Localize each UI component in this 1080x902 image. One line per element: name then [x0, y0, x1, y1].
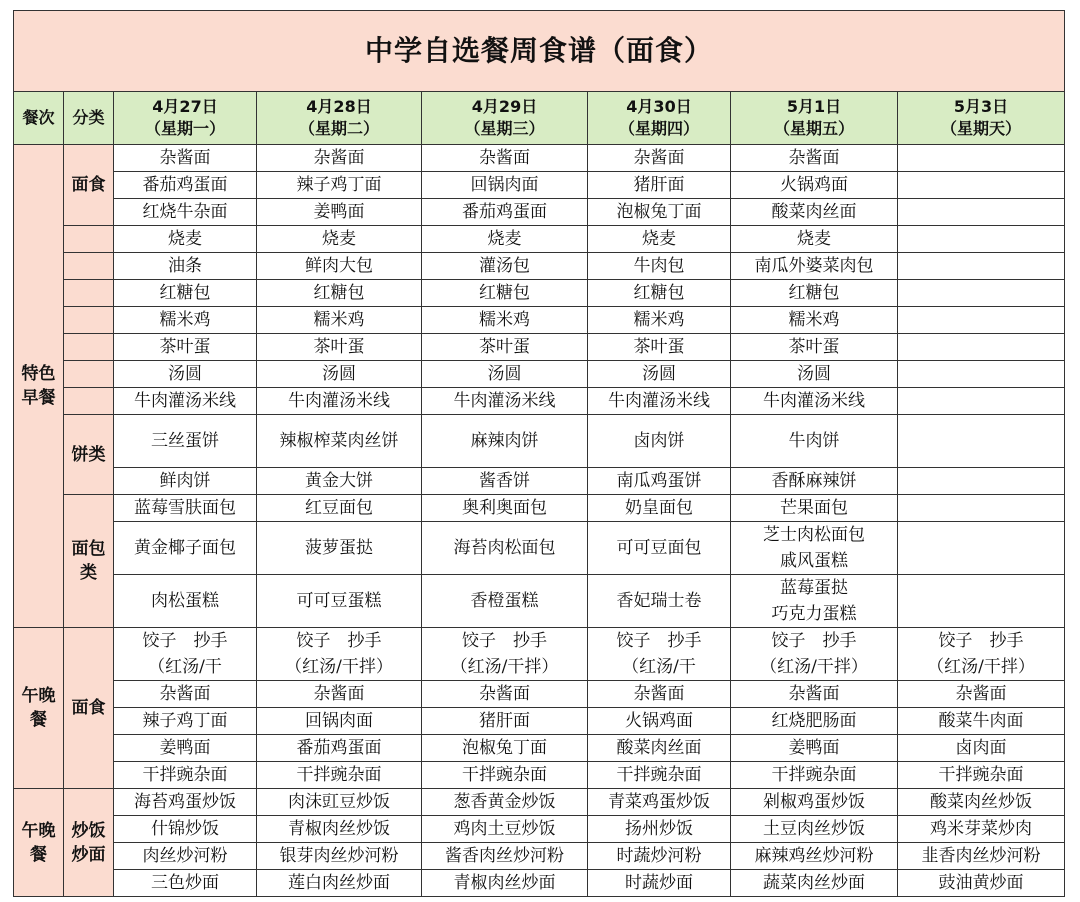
menu-item: 姜鸭面 [257, 199, 422, 226]
menu-item: 姜鸭面 [114, 735, 257, 762]
menu-item: 三色炒面 [114, 870, 257, 897]
menu-item-line: 芝士肉松面包 [763, 525, 865, 545]
category-noodles: 面食 [64, 628, 114, 789]
menu-item: 糯米鸡 [114, 307, 257, 334]
menu-item: 回锅肉面 [257, 708, 422, 735]
day-weekday: （星期三） [464, 119, 545, 138]
menu-item: 麻辣肉饼 [422, 415, 588, 468]
menu-item-line: （红汤/干拌） [927, 657, 1035, 677]
menu-item: 泡椒兔丁面 [422, 735, 588, 762]
category-empty [64, 388, 114, 415]
category-noodles: 面食 [64, 145, 114, 226]
menu-item: 蓝莓雪肤面包 [114, 495, 257, 522]
category-empty [64, 226, 114, 253]
menu-item: 扬州炒饭 [588, 816, 731, 843]
menu-item: 麻辣鸡丝炒河粉 [731, 843, 898, 870]
menu-item: 南瓜外婆菜肉包 [731, 253, 898, 280]
menu-item [898, 388, 1065, 415]
menu-item-line: （红汤/干拌） [760, 657, 868, 677]
menu-item: 杂酱面 [422, 145, 588, 172]
menu-item: 蔬菜肉丝炒面 [731, 870, 898, 897]
menu-item: 鲜肉大包 [257, 253, 422, 280]
menu-item: 卤肉面 [898, 735, 1065, 762]
day-weekday: （星期一） [144, 119, 225, 138]
menu-item: 杂酱面 [114, 145, 257, 172]
menu-item-line: 蓝莓蛋挞 [780, 578, 848, 598]
menu-item [898, 280, 1065, 307]
menu-item: 番茄鸡蛋面 [114, 172, 257, 199]
menu-item: 青椒肉丝炒面 [422, 870, 588, 897]
menu-item: 猪肝面 [588, 172, 731, 199]
menu-item: 三丝蛋饼 [114, 415, 257, 468]
menu-item [898, 415, 1065, 468]
menu-item-line: 饺子 抄手 [616, 631, 702, 651]
menu-item: 烧麦 [257, 226, 422, 253]
menu-item: 杂酱面 [257, 145, 422, 172]
menu-item: 杂酱面 [114, 681, 257, 708]
menu-item: 豉油黄炒面 [898, 870, 1065, 897]
menu-item: 泡椒兔丁面 [588, 199, 731, 226]
menu-item: 杂酱面 [422, 681, 588, 708]
menu-item: 酸菜肉丝面 [588, 735, 731, 762]
category-empty [64, 361, 114, 388]
menu-item: 牛肉灌汤米线 [422, 388, 588, 415]
menu-item: 辣子鸡丁面 [257, 172, 422, 199]
menu-item: 时蔬炒河粉 [588, 843, 731, 870]
menu-item: 海苔鸡蛋炒饭 [114, 789, 257, 816]
menu-item [588, 628, 731, 681]
menu-item: 肉松蛋糕 [114, 575, 257, 628]
menu-item: 番茄鸡蛋面 [422, 199, 588, 226]
menu-item [898, 334, 1065, 361]
menu-item: 辣子鸡丁面 [114, 708, 257, 735]
menu-item: 干拌豌杂面 [731, 762, 898, 789]
menu-item [422, 628, 588, 681]
menu-item: 烧麦 [114, 226, 257, 253]
menu-item: 可可豆蛋糕 [257, 575, 422, 628]
menu-item: 牛肉饼 [731, 415, 898, 468]
menu-item-line: （红汤/干 [148, 657, 222, 677]
menu-item: 红豆面包 [257, 495, 422, 522]
menu-item: 牛肉灌汤米线 [588, 388, 731, 415]
menu-item: 鲜肉饼 [114, 468, 257, 495]
menu-item [898, 307, 1065, 334]
category-empty [64, 253, 114, 280]
menu-item: 青菜鸡蛋炒饭 [588, 789, 731, 816]
menu-item [898, 495, 1065, 522]
menu-item-line: （红汤/干拌） [285, 657, 393, 677]
menu-item: 鸡肉土豆炒饭 [422, 816, 588, 843]
menu-item [731, 628, 898, 681]
day-weekday: （星期天） [941, 119, 1022, 138]
menu-item: 灌汤包 [422, 253, 588, 280]
menu-item [114, 628, 257, 681]
menu-item: 火锅鸡面 [588, 708, 731, 735]
menu-item: 红糖包 [731, 280, 898, 307]
category-empty [64, 334, 114, 361]
menu-item: 红糖包 [588, 280, 731, 307]
menu-title: 中学自选餐周食谱（面食） [14, 11, 1065, 92]
menu-item: 油条 [114, 253, 257, 280]
day-header [731, 92, 898, 145]
menu-item-line: 饺子 抄手 [142, 631, 228, 651]
menu-item: 干拌豌杂面 [114, 762, 257, 789]
menu-item: 猪肝面 [422, 708, 588, 735]
menu-item [898, 172, 1065, 199]
menu-item: 茶叶蛋 [422, 334, 588, 361]
menu-item: 酸菜肉丝炒饭 [898, 789, 1065, 816]
menu-item [257, 628, 422, 681]
day-weekday: （星期四） [618, 119, 699, 138]
menu-item: 红糖包 [257, 280, 422, 307]
day-date: 4月28日 [306, 97, 372, 116]
menu-item: 干拌豌杂面 [422, 762, 588, 789]
menu-item: 南瓜鸡蛋饼 [588, 468, 731, 495]
menu-item: 韭香肉丝炒河粉 [898, 843, 1065, 870]
menu-item: 奶皇面包 [588, 495, 731, 522]
day-header [898, 92, 1065, 145]
menu-item: 干拌豌杂面 [588, 762, 731, 789]
menu-item: 牛肉灌汤米线 [731, 388, 898, 415]
menu-item: 可可豆面包 [588, 522, 731, 575]
menu-item: 杂酱面 [588, 681, 731, 708]
menu-item: 汤圆 [114, 361, 257, 388]
menu-item: 牛肉灌汤米线 [114, 388, 257, 415]
menu-item: 菠萝蛋挞 [257, 522, 422, 575]
menu-item: 火锅鸡面 [731, 172, 898, 199]
menu-item: 糯米鸡 [588, 307, 731, 334]
menu-item-line: 饺子 抄手 [938, 631, 1024, 651]
menu-item [731, 575, 898, 628]
menu-item: 辣椒榨菜肉丝饼 [257, 415, 422, 468]
day-date: 4月27日 [152, 97, 218, 116]
meal-group-lunch-dinner: 午晚餐 [14, 789, 64, 897]
menu-item: 茶叶蛋 [114, 334, 257, 361]
menu-item: 海苔肉松面包 [422, 522, 588, 575]
menu-item: 莲白肉丝炒面 [257, 870, 422, 897]
menu-item: 红烧肥肠面 [731, 708, 898, 735]
day-date: 5月1日 [786, 97, 842, 116]
weekly-menu-table [13, 10, 1065, 897]
day-header [114, 92, 257, 145]
menu-item: 烧麦 [588, 226, 731, 253]
meal-group-breakfast: 特色早餐 [14, 145, 64, 628]
menu-item: 香橙蛋糕 [422, 575, 588, 628]
menu-item-line: （红汤/干拌） [450, 657, 559, 677]
menu-item: 杂酱面 [257, 681, 422, 708]
category-header: 分类 [64, 92, 114, 145]
meal-header: 餐次 [14, 92, 64, 145]
menu-item: 牛肉包 [588, 253, 731, 280]
day-header [257, 92, 422, 145]
menu-item: 什锦炒饭 [114, 816, 257, 843]
menu-item: 奥利奥面包 [422, 495, 588, 522]
menu-item: 卤肉饼 [588, 415, 731, 468]
category-pancakes: 饼类 [64, 415, 114, 495]
menu-item: 糯米鸡 [731, 307, 898, 334]
menu-item [898, 575, 1065, 628]
menu-item [898, 468, 1065, 495]
menu-item: 红糖包 [114, 280, 257, 307]
menu-item: 茶叶蛋 [731, 334, 898, 361]
menu-item-line: 饺子 抄手 [462, 631, 547, 651]
menu-item-line: 饺子 抄手 [771, 631, 857, 651]
menu-item [898, 522, 1065, 575]
menu-item [898, 253, 1065, 280]
menu-item [898, 145, 1065, 172]
category-empty [64, 307, 114, 334]
menu-item: 香酥麻辣饼 [731, 468, 898, 495]
menu-item [898, 226, 1065, 253]
menu-item: 黄金椰子面包 [114, 522, 257, 575]
menu-item: 烧麦 [731, 226, 898, 253]
menu-item: 杂酱面 [731, 145, 898, 172]
menu-item: 姜鸭面 [731, 735, 898, 762]
menu-item: 肉沫豇豆炒饭 [257, 789, 422, 816]
menu-item: 红糖包 [422, 280, 588, 307]
menu-item: 汤圆 [588, 361, 731, 388]
menu-item-line: 戚风蛋糕 [780, 551, 848, 571]
menu-item: 汤圆 [257, 361, 422, 388]
menu-item: 芒果面包 [731, 495, 898, 522]
day-weekday: （星期五） [773, 119, 854, 138]
day-date: 4月30日 [626, 97, 692, 116]
menu-item [898, 199, 1065, 226]
menu-item: 土豆肉丝炒饭 [731, 816, 898, 843]
day-weekday: （星期二） [298, 119, 379, 138]
menu-item: 牛肉灌汤米线 [257, 388, 422, 415]
meal-group-lunch-dinner: 午晚餐 [14, 628, 64, 789]
day-header [422, 92, 588, 145]
menu-item: 鸡米芽菜炒肉 [898, 816, 1065, 843]
menu-item [898, 361, 1065, 388]
menu-item: 茶叶蛋 [588, 334, 731, 361]
menu-item: 酱香饼 [422, 468, 588, 495]
day-date: 4月29日 [471, 97, 538, 116]
category-empty [64, 280, 114, 307]
menu-item [731, 522, 898, 575]
menu-item: 糯米鸡 [257, 307, 422, 334]
menu-item: 杂酱面 [731, 681, 898, 708]
menu-item: 汤圆 [731, 361, 898, 388]
menu-item: 酸菜牛肉面 [898, 708, 1065, 735]
day-header [588, 92, 731, 145]
menu-item: 时蔬炒面 [588, 870, 731, 897]
menu-item: 烧麦 [422, 226, 588, 253]
menu-item: 干拌豌杂面 [898, 762, 1065, 789]
menu-item: 酱香肉丝炒河粉 [422, 843, 588, 870]
menu-item: 青椒肉丝炒饭 [257, 816, 422, 843]
menu-item-line: （红汤/干 [622, 657, 696, 677]
menu-item: 糯米鸡 [422, 307, 588, 334]
menu-item: 杂酱面 [898, 681, 1065, 708]
menu-item: 杂酱面 [588, 145, 731, 172]
menu-item-line: 巧克力蛋糕 [771, 604, 857, 624]
menu-item: 银芽肉丝炒河粉 [257, 843, 422, 870]
category-bread: 面包类 [64, 495, 114, 628]
menu-item [898, 628, 1065, 681]
menu-item: 汤圆 [422, 361, 588, 388]
category-fried-rice-noodles: 炒饭炒面 [64, 789, 114, 897]
menu-item: 酸菜肉丝面 [731, 199, 898, 226]
menu-item-line: 饺子 抄手 [296, 631, 382, 651]
menu-item: 茶叶蛋 [257, 334, 422, 361]
menu-item: 剁椒鸡蛋炒饭 [731, 789, 898, 816]
menu-item: 肉丝炒河粉 [114, 843, 257, 870]
menu-item: 香妃瑞士卷 [588, 575, 731, 628]
day-date: 5月3日 [953, 97, 1009, 116]
menu-item: 葱香黄金炒饭 [422, 789, 588, 816]
menu-item: 红烧牛杂面 [114, 199, 257, 226]
menu-item: 黄金大饼 [257, 468, 422, 495]
menu-item: 番茄鸡蛋面 [257, 735, 422, 762]
menu-item: 回锅肉面 [422, 172, 588, 199]
menu-item: 干拌豌杂面 [257, 762, 422, 789]
